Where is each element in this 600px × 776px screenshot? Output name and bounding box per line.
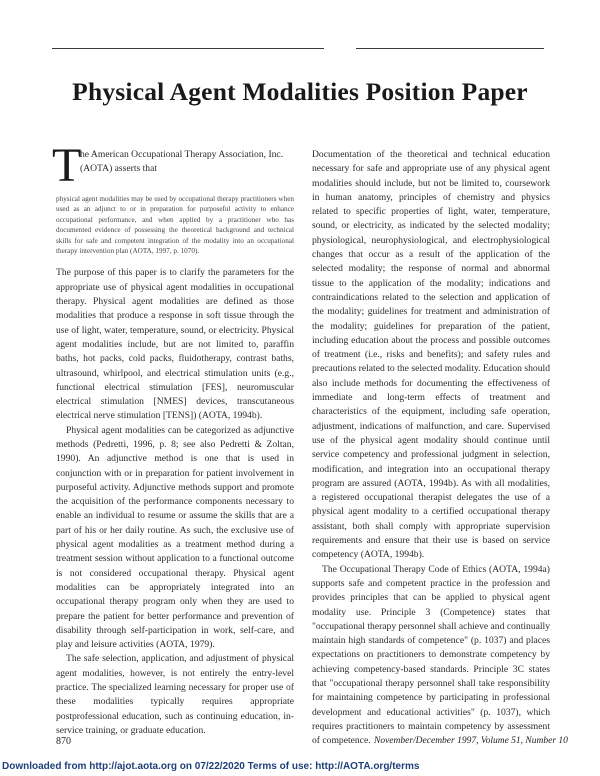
- opening-text: he American Occupational Therapy Association, Inc. (AOTA) asserts that: [80, 149, 284, 174]
- right-column: [312, 148, 550, 748]
- position-quote: physical agent modalities may be used by occupational therapy practitioners when used as an adjunct to or in preparation for purposeful activity to enhance occupational performance, and when applied by a practitioner who has documented evidence of possessing the theoretical background and technical skills for safe and competent integration of the modality into an occupational therapy intervention plan (AOTA, 1997, p. 1070).: [56, 195, 294, 256]
- drop-cap: T: [52, 139, 82, 192]
- paragraph-selection: The safe selection, application, and adjustment of physical agent modalities, however, is not entirely the entry-level practice. The specialized learning necessary for proper use of these modalities typically requires appropriate postprofessional education, such as continuing education, in-service training, or graduate education.: [56, 653, 294, 736]
- left-column: [52, 139, 294, 738]
- paragraph-code-of-ethics: The Occupational Therapy Code of Ethics (AOTA, 1994a) supports safe and competent practice in the profession and provides principles that can be applied to physical agent modality use. Principle 3 (Competence) states that "occupational therapy personnel shall achieve and continually maintain high standards of competence" (p. 1037) and places expectations on practitioners to demonstrate competency by achieving competency-based standards. Principle 3C states that "occupational therapy personnel shall take responsibility for maintaining competence by participating in professional development and educational activities" (p. 1037), which requires practitioners to maintain competency by assessment of competence.: [312, 563, 550, 747]
- opening-paragraph: [52, 139, 294, 192]
- download-notice[interactable]: Downloaded from http://ajot.aota.org on 07/22/2020 Terms of use: http://AOTA.org/terms: [2, 761, 420, 772]
- paragraph-adjunctive: Physical agent modalities can be categorized as adjunctive methods (Pedretti, 1996, p. 8; see also Pedretti & Zoltan, 1990). An adjunctive method is one that is used in conjunction with or in preparation for patient involvement in purposeful activity. Adjunctive methods support and promote the acquisition of the performance components necessary to enable an individual to resume or assume the skills that are a part of his or her daily routine. As such, the exclusive use of physical agent modalities as a treatment method during a treatment session without application to a functional outcome is not considered occupational therapy. Physical agent modalities can be appropriately integrated into an occupational therapy program only when they are used to prepare the patient for better performance and prevention of disability through self-participation in work, self-care, and play and leisure activities (AOTA, 1979).: [56, 424, 294, 651]
- page-number: 870: [56, 736, 71, 747]
- header-rule-left: [52, 48, 324, 49]
- paper-title: Physical Agent Modalities Position Paper: [72, 77, 528, 107]
- paragraph-purpose: The purpose of this paper is to clarify the parameters for the appropriate use of physical agent modalities in occupational therapy. Physical agent modalities are defined as those modalities that produce a response in soft tissue through the use of light, water, temperature, sound, or electricity. Physical agent modalities include, but are not limited to, paraffin baths, hot packs, cold packs, fluidotherapy, contrast baths, ultrasound, whirlpool, and electrical stimulation units (e.g., functional electrical stimulation [FES], neuromuscular electrical stimulation [NMES] devices, transcutaneous electrical nerve stimulation [TENS]) (AOTA, 1994b).: [56, 267, 294, 422]
- header-rule-right: [356, 48, 544, 49]
- journal-citation: November/December 1997, Volume 51, Number 10: [374, 736, 568, 746]
- paragraph-documentation: Documentation of the theoretical and technical education necessary for safe and appropriate use of any physical agent modalities should include, but not be limited to, coursework in human anatomy, principles of chemistry and physics related to specific properties of light, water, temperature, sound, or electricity, as indicated by the selected modality; physiological, neurophysiological, and electrophysiological changes that occur as a result of the application of the selected modality; the response of normal and abnormal tissue to the application of the modality; indications and contraindications related to the selection and application of the modality; guidelines for treatment and administration of the modality; guidelines for preparation of the patient, including education about the process and possible outcomes of treatment (i.e., risks and benefits); and safety rules and precautions related to the selected modality. Education should also include methods for documenting the effectiveness of immediate and long-term effects of treatment and characteristics of the equipment, including safe operation, adjustment, indications of malfunction, and care. Supervised use of the physical agent modality should continue until service competency and professional judgment in selection, modification, and integration into an occupational therapy program are assured (AOTA, 1994b). As with all modalities, a registered occupational therapist delegates the use of a physical agent modality to a certified occupational therapy assistant, both shall comply with appropriate supervision requirements and ensure that their use is based on service competency (AOTA, 1994b).: [312, 149, 550, 561]
